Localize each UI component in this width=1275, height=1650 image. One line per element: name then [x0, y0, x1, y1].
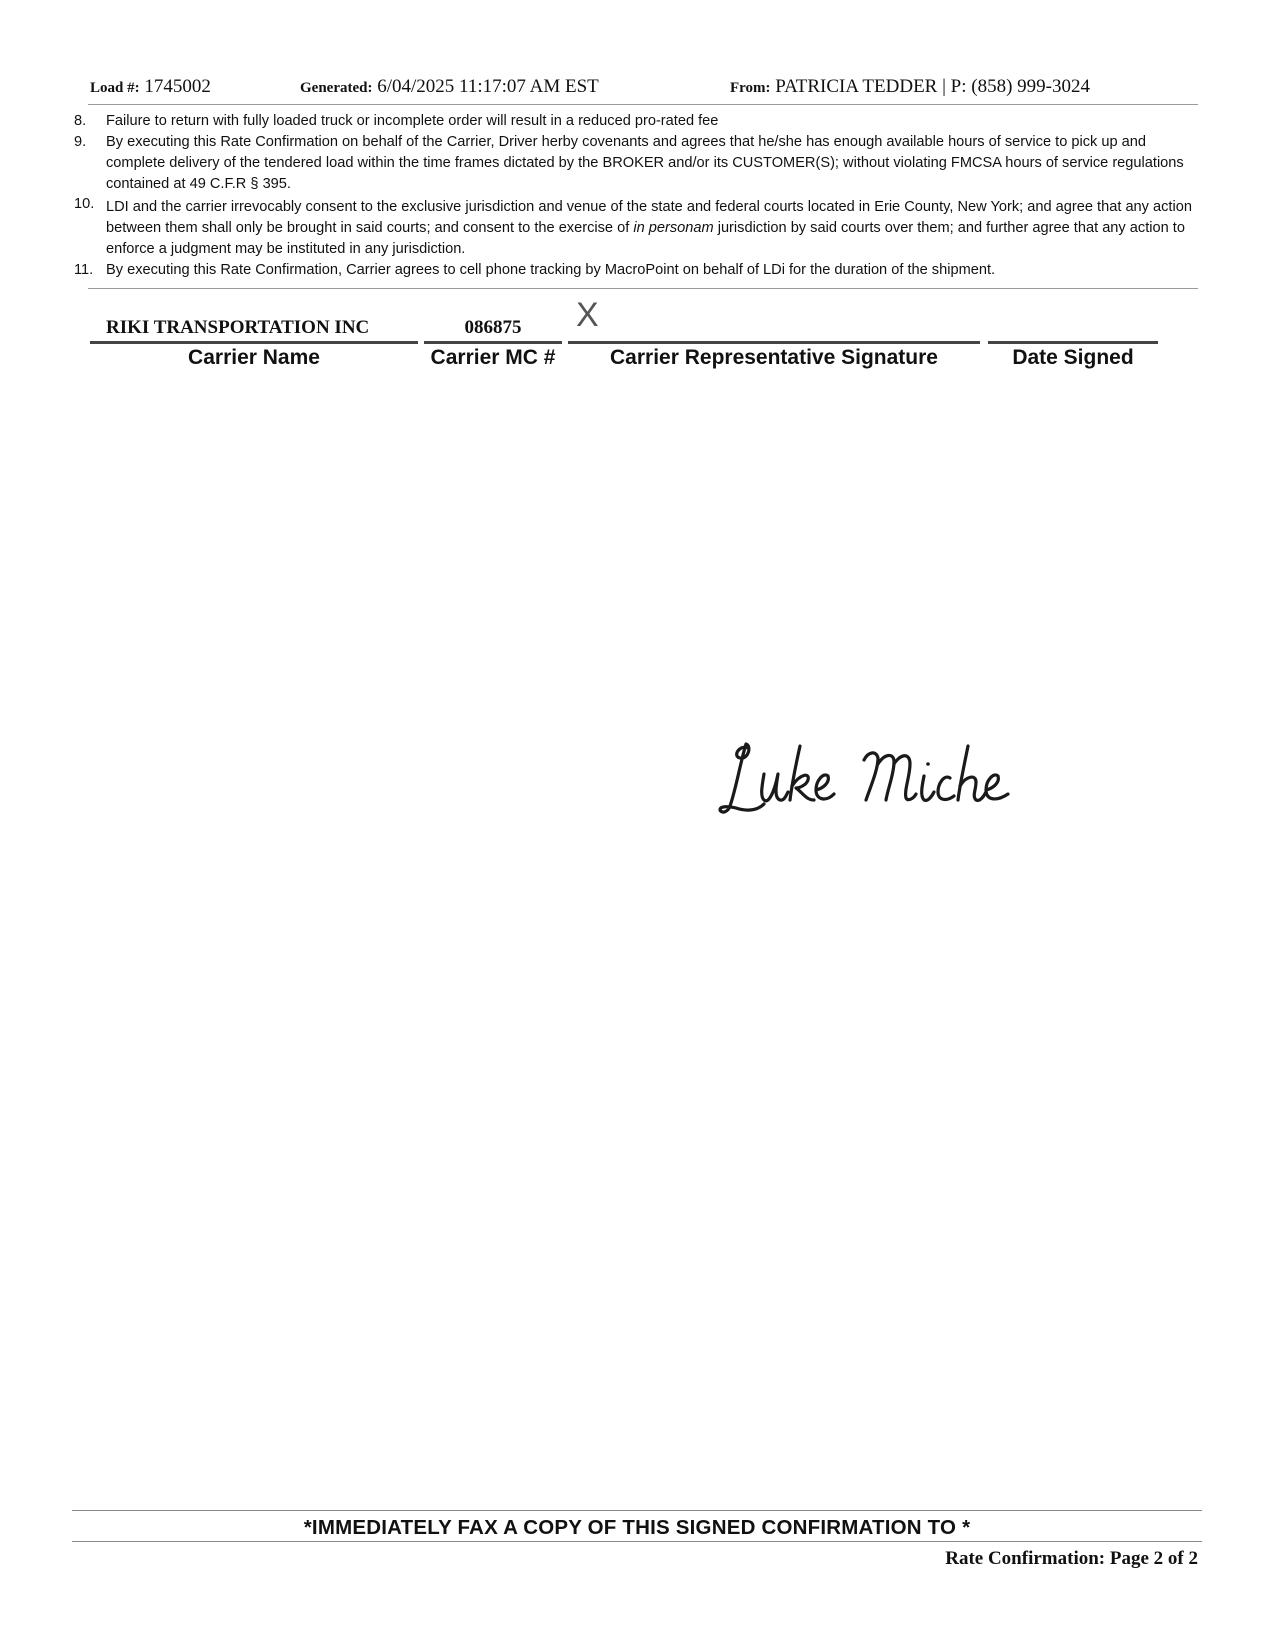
from-value: PATRICIA TEDDER | P: (858) 999-3024 [775, 76, 1090, 97]
term-text: LDI and the carrier irrevocably consent to the exclusive jurisdiction and venue of the state and federal courts located in Erie County, New York; and agree that any action between them shall only be brought in said courts; and consent to the exercise of [106, 199, 1192, 236]
load-number [90, 76, 211, 98]
term-text: By executing this Rate Confirmation, Carrier agrees to cell phone tracking by MacroPoint on behalf of LDi for the duration of the shipment. [106, 262, 996, 278]
signature-block [88, 300, 1198, 380]
generated-value: 6/04/2025 11:17:07 AM EST [377, 76, 599, 97]
carrier-mc-value: 086875 [464, 317, 522, 338]
page-header [88, 76, 1198, 100]
load-number-value: 1745002 [144, 76, 211, 97]
fax-notice: *IMMEDIATELY FAX A COPY OF THIS SIGNED CONFIRMATION TO * [303, 1516, 971, 1539]
date-signed-caption: Date Signed [1012, 346, 1134, 369]
header-divider [88, 104, 1198, 105]
term-item-10 [72, 197, 1202, 260]
page-number: Rate Confirmation: Page 2 of 2 [945, 1548, 1198, 1569]
sender-info [730, 76, 1090, 98]
term-text: Failure to return with fully loaded truck or incomplete order will result in a reduced pro-rated fee [106, 113, 719, 129]
generated-timestamp [300, 76, 599, 98]
term-item-11 [72, 260, 1202, 281]
load-number-label: Load #: [90, 80, 140, 96]
terms-list [72, 111, 1202, 281]
footer-top-divider [72, 1510, 1202, 1511]
carrier-name-field [90, 300, 418, 380]
from-label: From: [730, 80, 771, 96]
carrier-mc-caption: Carrier MC # [430, 346, 556, 369]
date-signed-line [988, 341, 1158, 344]
carrier-mc-field [424, 300, 562, 380]
handwritten-signature [718, 734, 1028, 834]
generated-label: Generated: [300, 80, 373, 96]
carrier-mc-line [424, 341, 562, 344]
term-number: 8. [74, 113, 87, 129]
signature-line [568, 341, 980, 344]
footer-bottom-divider [72, 1541, 1202, 1542]
carrier-signature-field[interactable] [568, 300, 980, 380]
date-signed-field[interactable] [988, 300, 1158, 380]
signature-caption: Carrier Representative Signature [610, 346, 938, 369]
term-text-continued: jurisdiction by said courts over them; and further agree that any action to enforce a judgment may be instituted in any jurisdiction. [106, 220, 1185, 257]
term-italic-text: in personam [633, 220, 714, 236]
carrier-name-value: RIKI TRANSPORTATION INC [106, 317, 370, 338]
term-number: 11. [74, 262, 94, 278]
term-text: By executing this Rate Confirmation on behalf of the Carrier, Driver herby covenants and agrees that he/she has enough available hours of service to pick up and complete delivery of the tendered load within the time frames dictated by the BROKER and/or its CUSTOMER(S); without violating FMCSA hours of service regulations contained at 49 C.F.R § 395. [106, 134, 1184, 192]
carrier-name-caption: Carrier Name [188, 346, 320, 369]
term-number: 10. [74, 196, 95, 212]
term-item-9 [72, 132, 1202, 195]
carrier-name-line [90, 341, 418, 344]
term-item-8 [72, 111, 1202, 132]
term-number: 9. [74, 134, 87, 150]
terms-divider [88, 288, 1198, 289]
sign-here-mark: X [576, 296, 599, 334]
